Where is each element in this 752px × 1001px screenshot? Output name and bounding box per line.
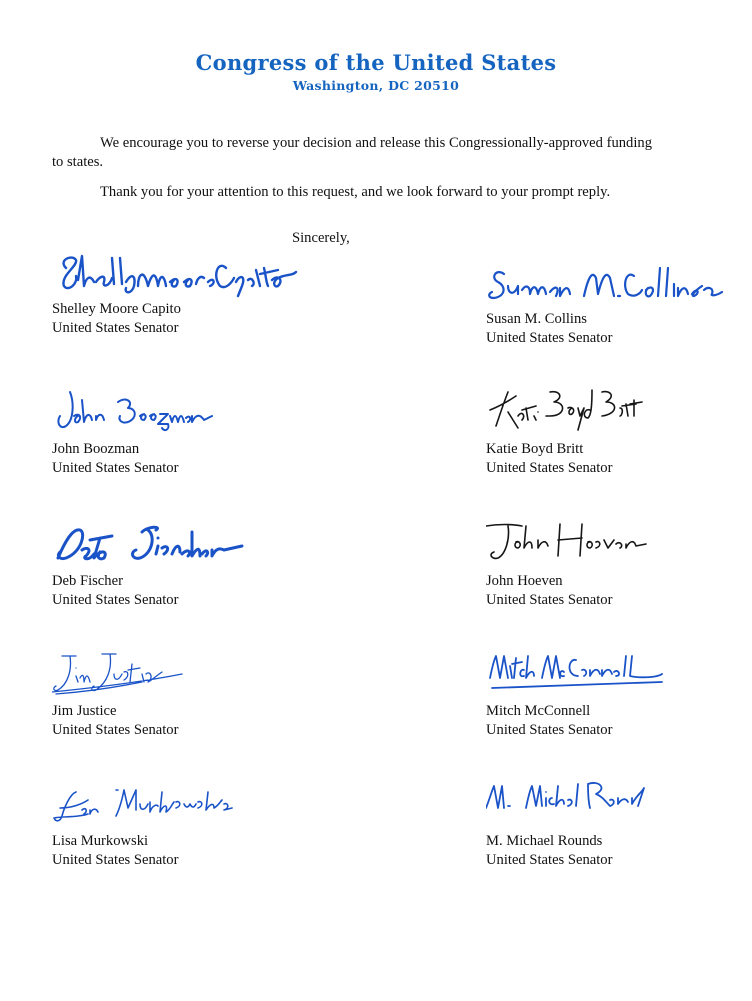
signer-title: United States Senator: [486, 852, 613, 868]
signature-image-mcconnell: [486, 648, 736, 700]
signature-image-boozman: [52, 386, 302, 438]
body-paragraph-1: We encourage you to reverse your decision and release this Congressionally-approved funding to states.: [52, 135, 652, 170]
signer-title: United States Senator: [486, 460, 613, 476]
signature-image-britt: [486, 386, 736, 438]
signer-title: United States Senator: [52, 592, 179, 608]
signature-image-murkowski: [52, 778, 302, 830]
signer-title: United States Senator: [52, 460, 179, 476]
signature-block: [486, 256, 752, 348]
signer-title: United States Senator: [52, 722, 179, 738]
signer-name: Mitch McConnell: [486, 703, 591, 719]
signature-image-collins: [486, 256, 736, 308]
signature-block: [486, 778, 752, 870]
signature-image-capito: [52, 246, 302, 298]
signer-name: John Boozman: [52, 441, 140, 457]
signer-title: United States Senator: [52, 852, 179, 868]
signature-block: [52, 778, 352, 870]
signer-name: John Hoeven: [486, 573, 563, 589]
signer-title: United States Senator: [486, 592, 613, 608]
letterhead: [0, 50, 752, 93]
signer-name: Katie Boyd Britt: [486, 441, 584, 457]
letterhead-address: Washington, DC 20510: [292, 78, 460, 93]
letterhead-title: Congress of the United States: [195, 50, 557, 75]
signer-name: Shelley Moore Capito: [52, 301, 181, 317]
signer-title: United States Senator: [486, 722, 613, 738]
signature-block: [52, 386, 352, 478]
signer-name: M. Michael Rounds: [486, 833, 603, 849]
signature-image-rounds: [486, 778, 736, 830]
signature-block: [486, 386, 752, 478]
closing: Sincerely,: [292, 230, 350, 246]
signer-name: Jim Justice: [52, 703, 117, 719]
signature-block: [52, 246, 352, 338]
body-paragraph-2: Thank you for your attention to this request, and we look forward to your prompt reply.: [100, 184, 611, 200]
signature-block: [52, 518, 352, 610]
signer-name: Susan M. Collins: [486, 311, 587, 327]
signature-image-fischer: [52, 518, 302, 570]
signature-block: [486, 518, 752, 610]
signature-image-justice: [52, 648, 302, 700]
signer-name: Lisa Murkowski: [52, 833, 149, 849]
signature-image-hoeven: [486, 518, 736, 570]
signature-block: [486, 648, 752, 740]
signer-name: Deb Fischer: [52, 573, 123, 589]
signer-title: United States Senator: [486, 330, 613, 346]
signature-block: [52, 648, 352, 740]
signer-title: United States Senator: [52, 320, 179, 336]
